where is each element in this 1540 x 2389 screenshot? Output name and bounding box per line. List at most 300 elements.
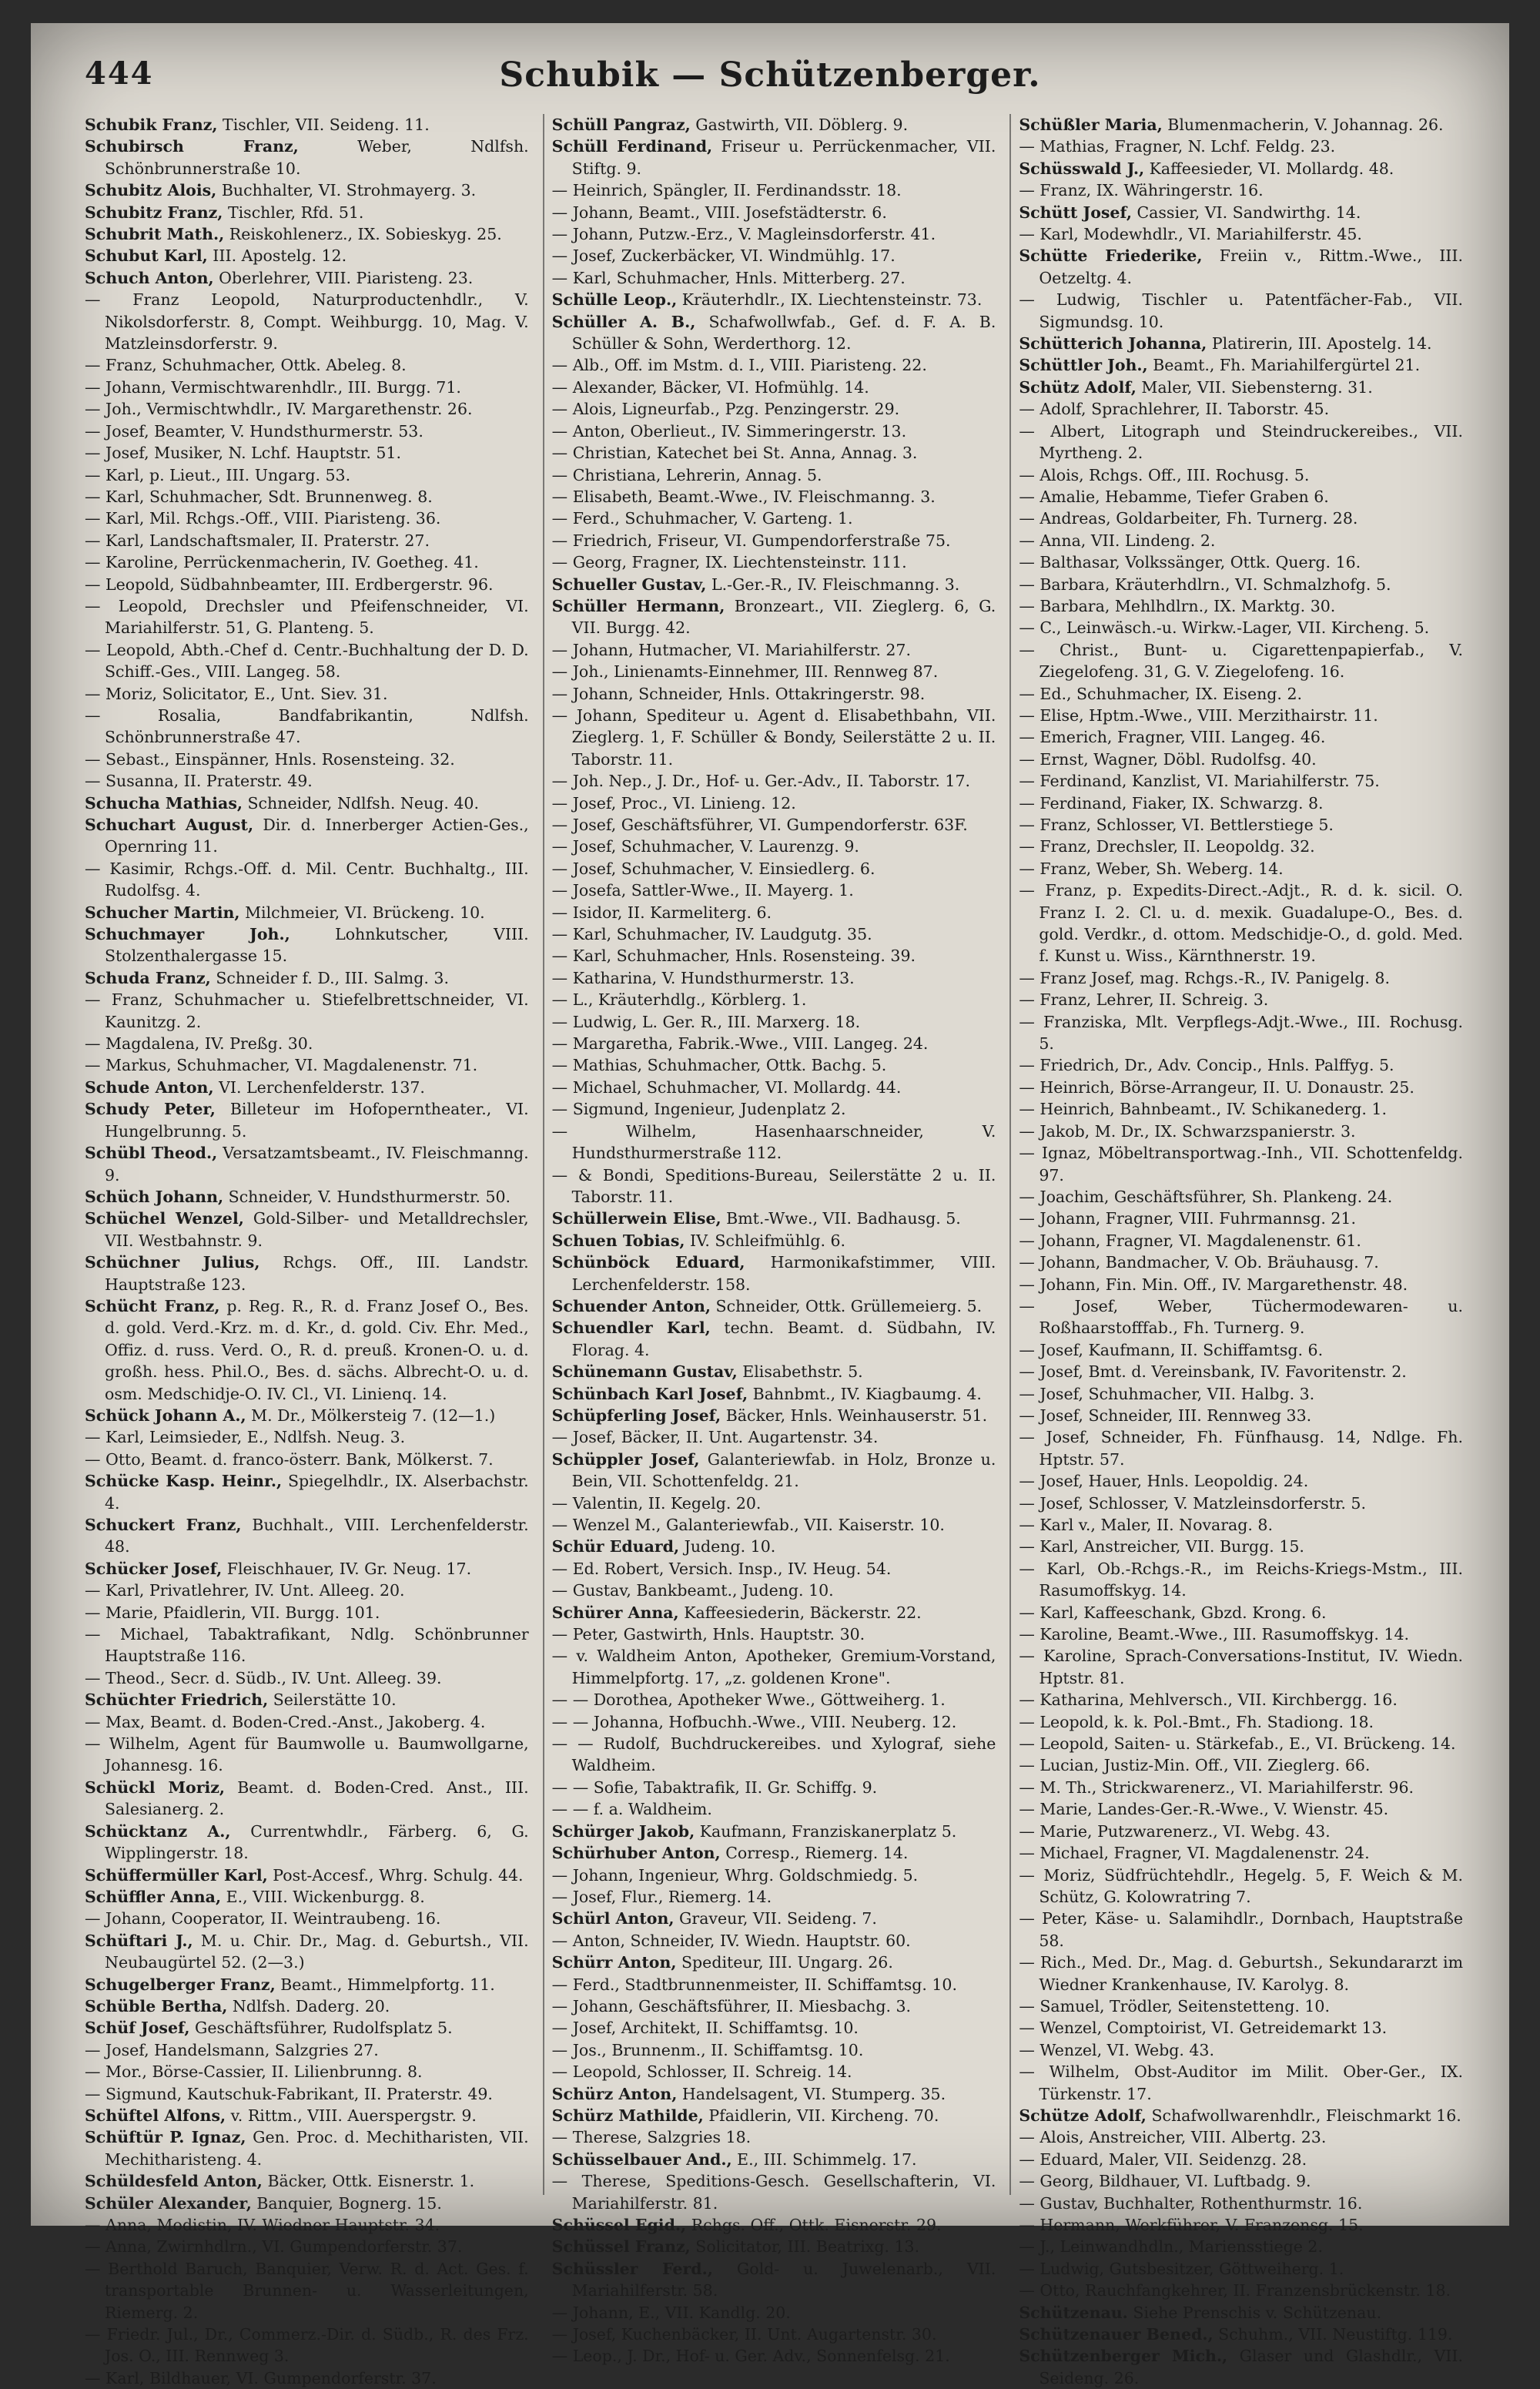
directory-entry <box>85 245 529 266</box>
entry-details: — C., Leinwäsch.-u. Wirkw.-Lager, VII. Kircheng. 5. <box>1019 618 1430 638</box>
entry-details: — Karoline, Beamt.-Wwe., III. Rasumoffskyg. 14. <box>1019 1625 1410 1644</box>
entry-name: Schüch Johann, <box>85 1187 224 1206</box>
directory-entry <box>552 814 996 836</box>
entry-name: Schürhuber Anton, <box>551 1844 721 1863</box>
entry-details: — Christian, Katechet bei St. Anna, Annag. 3. <box>551 444 918 463</box>
entry-details: L.-Ger.-R., IV. Fleischmanng. 3. <box>706 575 960 594</box>
entry-details: — Alb., Off. im Mstm. d. I., VIII. Piaristeng. 22. <box>551 356 927 375</box>
entry-details: Siehe Prenschis v. Schützenau. <box>1127 2303 1382 2322</box>
entry-details: — Barbara, Kräuterhdlrn., VI. Schmalzhofg. 5. <box>1019 575 1391 594</box>
directory-entry <box>552 530 996 551</box>
entry-details: — Michael, Schuhmacher, VI. Mollardg. 44. <box>551 1077 902 1097</box>
directory-entry <box>1019 1865 1463 1908</box>
entry-details: — Ludwig, L. Ger. R., III. Marxerg. 18. <box>551 1012 861 1031</box>
directory-entry <box>85 749 529 770</box>
directory-entry <box>85 2017 529 2039</box>
entry-details: Milchmeier, VI. Brückeng. 10. <box>239 903 485 922</box>
entry-name: Schüller A. B., <box>551 312 696 331</box>
entry-details: — Peter, Käse- u. Salamihdlr., Dornbach, Hauptstraße 58. <box>1019 1909 1464 1950</box>
entry-details: — Georg, Fragner, IX. Liechtensteinstr. 111. <box>551 553 907 572</box>
directory-entry <box>85 1623 529 1667</box>
entry-details: — Peter, Gastwirth, Hnls. Hauptstr. 30. <box>551 1625 865 1644</box>
directory-entry <box>85 1777 529 1821</box>
entry-name: Schüf Josef, <box>85 2019 190 2038</box>
entry-details: — Leop., J. Dr., Hof- u. Ger. Adv., Sonnenfelsg. 21. <box>551 2347 950 2366</box>
entry-details: M. u. Chir. Dr., Mag. d. Geburtsh., VII. Neubaugürtel 52. (2—3.) <box>105 1931 529 1972</box>
directory-entry <box>552 1711 996 1733</box>
directory-entry <box>552 1405 996 1426</box>
entry-details: — Johann, Fragner, VIII. Fuhrmannsg. 21. <box>1019 1209 1356 1228</box>
directory-entry <box>85 223 529 245</box>
entry-details: — Karl, Landschaftsmaler, II. Praterstr. 27. <box>85 531 430 550</box>
column-middle <box>543 114 996 2366</box>
entry-details: — Leopold, Abth.-Chef d. Centr.-Buchhaltung der D. D. Schiff.-Ges., VIII. Langeg. 58. <box>85 640 529 682</box>
directory-entry <box>552 2324 996 2345</box>
entry-details: — Wenzel, VI. Webg. 43. <box>1019 2040 1214 2059</box>
entry-name: Schürr Anton, <box>551 1953 677 1972</box>
directory-entry <box>85 1974 529 1995</box>
entry-name: Schünemann Gustav, <box>551 1362 738 1382</box>
entry-details: — Amalie, Hebamme, Tiefer Graben 6. <box>1019 487 1329 506</box>
directory-entry <box>552 1908 996 1929</box>
entry-details: — Josef, Flur., Riemerg. 14. <box>551 1887 772 1906</box>
entry-details: — Michael, Fragner, VI. Magdalenenstr. 24. <box>1019 1844 1370 1863</box>
directory-entry <box>1019 1274 1463 1295</box>
directory-entry <box>85 2236 529 2257</box>
entry-details: — Ferd., Stadtbrunnenmeister, II. Schiffamtsg. 10. <box>551 1975 957 1994</box>
entry-name: Schüsswald J., <box>1019 159 1145 178</box>
directory-entry <box>1019 989 1463 1010</box>
entry-details: — Josef, Schuhmacher, VII. Halbg. 3. <box>1019 1384 1315 1403</box>
entry-details: — Karl, Anstreicher, VII. Burgg. 15. <box>1019 1537 1304 1556</box>
entry-details: Banquier, Bognerg. 15. <box>251 2193 442 2213</box>
directory-entry <box>1019 574 1463 595</box>
entry-details: — Josefa, Sattler-Wwe., II. Mayerg. 1. <box>551 881 854 900</box>
directory-entry <box>85 2367 529 2389</box>
entry-name: Schüssler Ferd., <box>551 2259 713 2278</box>
entry-details: — Otto, Rauchfangkehrer, II. Franzensbrückenstr. 18. <box>1019 2281 1451 2300</box>
entry-details: — Karl, Ob.-Rchgs.-R., im Reichs-Kriegs-Mstm., III. Rasumoffskyg. 14. <box>1019 1559 1464 1600</box>
entry-name: Schüßler Maria, <box>1019 116 1163 134</box>
directory-entry <box>85 1470 529 1514</box>
directory-entry <box>1019 1208 1463 1229</box>
entry-name: Schüftari J., <box>85 1931 193 1950</box>
entry-details: — Anna, Modistin, IV. Wiedner Hauptstr. 34. <box>85 2216 440 2234</box>
entry-details: — Marie, Putzwarenerz., VI. Webg. 43. <box>1019 1821 1331 1841</box>
entry-name: Schucher Martin, <box>85 903 240 922</box>
directory-entry <box>85 551 529 573</box>
entry-name: Schützenau. <box>1019 2303 1128 2322</box>
directory-entry <box>1019 1908 1463 1952</box>
entry-details: Corresp., Riemerg. 14. <box>720 1844 909 1863</box>
entry-name: Schüll Ferdinand, <box>551 137 713 156</box>
directory-entry <box>85 1054 529 1076</box>
entry-details: — Albert, Litograph und Steindruckereibes., VII. Myrtheng. 2. <box>1019 421 1464 463</box>
entry-name: Schülle Leop., <box>551 290 678 310</box>
entry-name: Schücke Kasp. Heinr., <box>85 1472 283 1491</box>
directory-columns <box>85 114 1464 2387</box>
directory-entry <box>1019 1733 1463 1754</box>
entry-details: — Johann, Geschäftsführer, II. Miesbachg. 3. <box>551 1996 912 2015</box>
directory-entry <box>85 179 529 201</box>
directory-entry <box>85 1426 529 1448</box>
directory-entry <box>552 1995 996 2017</box>
entry-details: — Samuel, Trödler, Seitenstetteng. 10. <box>1019 1996 1330 2015</box>
entry-name: Schück Johann A., <box>85 1406 246 1425</box>
directory-entry <box>1019 2236 1463 2257</box>
entry-details: — Leopold, k. k. Pol.-Bmt., Fh. Stadiong. 18. <box>1019 1712 1374 1731</box>
directory-entry <box>552 2302 996 2324</box>
directory-entry <box>1019 1798 1463 1820</box>
entry-details: Billeteur im Hofoperntheater., VI. Hungelbrunng. 5. <box>105 1100 529 1141</box>
entry-details: — L., Kräuterhdlg., Körblerg. 1. <box>551 990 807 1010</box>
directory-entry <box>552 1426 996 1448</box>
directory-entry <box>552 858 996 880</box>
entry-details: — Karl, Bildhauer, VI. Gumpendorferstr. 37. <box>85 2368 437 2387</box>
entry-details: Weber, Ndlfsh. Schönbrunnerstraße 10. <box>105 137 529 178</box>
page-header <box>85 55 1455 109</box>
directory-entry <box>1019 354 1463 376</box>
entry-details: — Emerich, Fragner, VIII. Langeg. 46. <box>1019 728 1326 747</box>
directory-entry <box>1019 770 1463 792</box>
entry-details: — Friedr. Jul., Dr., Commerz.-Dir. d. Südb., R. des Frz. Jos. O., III. Rennweg 3. <box>85 2325 529 2366</box>
directory-entry <box>552 1033 996 1054</box>
directory-entry <box>85 2258 529 2324</box>
directory-entry <box>85 442 529 464</box>
directory-entry <box>552 179 996 201</box>
directory-entry <box>552 464 996 486</box>
entry-name: Schür Eduard, <box>551 1537 680 1556</box>
directory-entry <box>552 1514 996 1536</box>
column-right <box>1009 114 1464 2387</box>
directory-entry <box>1019 617 1463 638</box>
directory-entry <box>1019 1361 1463 1382</box>
directory-entry <box>552 354 996 376</box>
directory-entry <box>552 2083 996 2105</box>
entry-details: — M. Th., Strickwarenerz., VI. Mariahilferstr. 96. <box>1019 1778 1414 1797</box>
entry-details: — Ed., Schuhmacher, IX. Eiseng. 2. <box>1019 684 1303 703</box>
directory-entry <box>1019 464 1463 486</box>
directory-entry <box>85 1449 529 1470</box>
entry-details: — Karl, Mil. Rchgs.-Off., VIII. Piaristeng. 36. <box>85 509 441 528</box>
directory-entry <box>85 1667 529 1689</box>
entry-details: Bmt.-Wwe., VII. Badhausg. 5. <box>721 1209 961 1228</box>
entry-details: Oberlehrer, VIII. Piaristeng. 23. <box>213 268 474 287</box>
directory-entry <box>552 1251 996 1295</box>
directory-entry <box>552 1361 996 1382</box>
entry-details: — Franziska, Mlt. Verpflegs-Adjt.-Wwe., III. Rochusg. 5. <box>1019 1012 1464 1054</box>
directory-entry <box>552 551 996 573</box>
entry-name: Schüllerwein Elise, <box>551 1209 721 1228</box>
entry-details: Beamt. d. Boden-Cred. Anst., III. Salesianerg. 2. <box>105 1778 529 1819</box>
entry-details: M. Dr., Mölkersteig 7. (12—1.) <box>246 1406 496 1425</box>
directory-entry <box>1019 836 1463 857</box>
entry-details: Gastwirth, VII. Döblerg. 9. <box>690 116 909 134</box>
entry-name: Schüller Hermann, <box>551 596 725 615</box>
entry-details: Post-Accesf., Whrg. Schulg. 44. <box>267 1865 524 1885</box>
entry-details: Bronzeart., VII. Zieglerg. 6, G. VII. Burgg. 42. <box>571 596 996 638</box>
directory-entry <box>552 442 996 464</box>
directory-entry <box>85 1930 529 1974</box>
directory-entry <box>1019 1514 1463 1536</box>
directory-entry <box>552 792 996 814</box>
directory-entry <box>85 202 529 223</box>
entry-name: Schückl Moriz, <box>85 1778 226 1797</box>
entry-name: Schürz Anton, <box>551 2084 678 2103</box>
entry-details: — Gustav, Buchhalter, Rothenthurmstr. 16. <box>1019 2193 1363 2213</box>
directory-entry <box>552 705 996 770</box>
entry-name: Schuch Anton, <box>85 268 214 287</box>
directory-entry <box>552 1011 996 1033</box>
directory-entry <box>552 989 996 1010</box>
directory-entry <box>1019 508 1463 529</box>
directory-entry <box>85 1689 529 1710</box>
entry-details: — Johann, Vermischtwarenhdlr., III. Burgg. 71. <box>85 377 461 397</box>
directory-entry <box>552 1886 996 1908</box>
entry-details: Tischler, VII. Seideng. 11. <box>217 116 430 134</box>
directory-entry <box>1019 1121 1463 1142</box>
directory-entry <box>85 464 529 486</box>
directory-entry <box>1019 2105 1463 2126</box>
directory-entry <box>552 1295 996 1317</box>
entry-details: — Magdalena, IV. Preßg. 30. <box>85 1034 313 1054</box>
directory-entry <box>1019 1952 1463 1995</box>
directory-entry <box>552 1733 996 1777</box>
entry-details: — — Dorothea, Apotheker Wwe., Göttweiherg. 1. <box>551 1690 946 1710</box>
entry-details: — Friedrich, Friseur, VI. Gumpendorferstraße 75. <box>551 531 951 550</box>
directory-entry <box>552 661 996 682</box>
entry-details: — Johann, Beamt., VIII. Josefstädterstr. 6. <box>551 203 887 222</box>
entry-details: — Lucian, Justiz-Min. Off., VII. Zieglerg. 66. <box>1019 1756 1371 1775</box>
directory-entry <box>1019 202 1463 223</box>
directory-entry <box>1019 1623 1463 1645</box>
entry-details: Schafwollwfab., Gef. d. F. A. B. Schüller & Sohn, Werderthorg. 12. <box>571 312 996 353</box>
directory-entry <box>552 2149 996 2170</box>
entry-details: — Valentin, II. Kegelg. 20. <box>551 1493 762 1513</box>
directory-entry <box>85 289 529 354</box>
entry-details: — Leopold, Südbahnbeamter, III. Erdbergerstr. 96. <box>85 575 494 594</box>
entry-details: Bäcker, Hnls. Weinhauserstr. 51. <box>721 1406 988 1425</box>
entry-details: Buchhalt., VIII. Lerchenfelderstr. 48. <box>105 1516 529 1556</box>
directory-entry <box>552 945 996 967</box>
entry-details: Fleischhauer, IV. Gr. Neug. 17. <box>222 1559 472 1578</box>
directory-entry <box>85 1186 529 1208</box>
entry-details: Gen. Proc. d. Mechitharisten, VII. Mechitharisteng. 4. <box>105 2128 529 2169</box>
directory-entry <box>85 1295 529 1405</box>
entry-details: — Katharina, Mehlversch., VII. Kirchbergg. 16. <box>1019 1690 1398 1710</box>
entry-details: — Franz, Weber, Sh. Weberg. 14. <box>1019 859 1284 878</box>
directory-entry <box>85 595 529 639</box>
entry-details: Reiskohlenerz., IX. Sobieskyg. 25. <box>224 225 502 244</box>
directory-entry <box>1019 1295 1463 1339</box>
directory-entry <box>85 1558 529 1580</box>
entry-details: Currentwhdlr., Färberg. 6, G. Wipplingerstr. 18. <box>105 1821 529 1863</box>
entry-name: Schuendler Karl, <box>551 1318 711 1338</box>
entry-name: Schüftel Alfons, <box>85 2106 226 2125</box>
entry-details: — Elise, Hptm.-Wwe., VIII. Merzithairstr. 11. <box>1019 705 1378 725</box>
directory-entry <box>552 2214 996 2236</box>
entry-details: Buchhalter, VI. Strohmayerg. 3. <box>216 181 477 200</box>
directory-page <box>31 23 1509 2387</box>
entry-name: Schubrit Math., <box>85 225 225 244</box>
entry-details: — Balthasar, Volkssänger, Ottk. Querg. 16. <box>1019 553 1361 572</box>
directory-entry <box>552 967 996 989</box>
running-head: Schubik — Schützenberger. <box>499 55 1041 95</box>
directory-entry <box>1019 2324 1463 2345</box>
entry-details: — Jakob, M. Dr., IX. Schwarzspanierstr. 3. <box>1019 1121 1356 1141</box>
directory-entry <box>1019 967 1463 989</box>
entry-details: — Franz, Schuhmacher u. Stiefelbrettschneider, VI. Kaunitzg. 2. <box>85 990 529 1031</box>
directory-entry <box>85 705 529 749</box>
entry-details: — Joh., Linienamts-Einnehmer, III. Rennweg 87. <box>551 662 939 682</box>
entry-details: Bäcker, Ottk. Eisnerstr. 1. <box>262 2172 475 2191</box>
directory-entry <box>1019 726 1463 748</box>
entry-details: — Gustav, Bankbeamt., Judeng. 10. <box>551 1581 834 1600</box>
entry-details: — Karl, Schuhmacher, Sdt. Brunnenweg. 8. <box>85 487 433 506</box>
directory-entry <box>1019 880 1463 967</box>
entry-name: Schüppler Josef, <box>551 1449 700 1469</box>
entry-details: — Max, Beamt. d. Boden-Cred.-Anst., Jakoberg. 4. <box>85 1712 486 1731</box>
entry-name: Schüssel Egid., <box>551 2216 687 2234</box>
directory-entry <box>85 2170 529 2192</box>
directory-entry <box>552 2236 996 2257</box>
entry-details: Elisabethstr. 5. <box>737 1362 863 1382</box>
entry-details: — Joh. Nep., J. Dr., Hof- u. Ger.-Adv., II. Taborstr. 17. <box>551 772 971 791</box>
entry-details: — Josef, Beamter, V. Hundsthurmerstr. 53. <box>85 421 424 441</box>
entry-details: — Josef, Proc., VI. Linieng. 12. <box>551 793 796 813</box>
directory-entry <box>85 1865 529 1886</box>
entry-name: Schugelberger Franz, <box>85 1975 276 1994</box>
entry-details: — Franz, Schlosser, VI. Bettlerstiege 5. <box>1019 816 1334 834</box>
directory-entry <box>552 1952 996 1973</box>
entry-details: — Leopold, Drechsler und Pfeifenschneider, VI. Mariahilferstr. 51, G. Planteng. 5. <box>85 596 529 638</box>
entry-details: — Karl, Schuhmacher, IV. Laudgutg. 35. <box>551 925 872 944</box>
entry-name: Schütterich Johanna, <box>1019 334 1207 353</box>
entry-details: — Johann, E., VII. Kandlg. 20. <box>551 2303 791 2322</box>
directory-entry <box>85 1405 529 1426</box>
directory-entry <box>552 1558 996 1580</box>
directory-entry <box>85 989 529 1033</box>
directory-entry <box>85 2105 529 2126</box>
directory-entry <box>85 1821 529 1865</box>
directory-entry <box>85 2214 529 2236</box>
entry-name: Schütze Adolf, <box>1019 2106 1147 2125</box>
entry-details: — Johann, Bandmacher, V. Ob. Bräuhausg. 7. <box>1019 1253 1379 1272</box>
entry-name: Schüsselbauer And., <box>551 2149 732 2169</box>
entry-details: Maler, VII. Siebensterng. 31. <box>1136 377 1373 397</box>
entry-details: — Johann, Ingenieur, Whrg. Goldschmiedg. 5. <box>551 1865 919 1885</box>
directory-entry <box>85 377 529 398</box>
directory-entry <box>1019 551 1463 573</box>
directory-entry <box>1019 1426 1463 1470</box>
entry-name: Schützenberger Mich., <box>1019 2347 1228 2366</box>
entry-details: — Alois, Anstreicher, VIII. Albertg. 23. <box>1019 2128 1327 2147</box>
entry-details: Friseur u. Perrückenmacher, VII. Stiftg. 9. <box>571 137 996 178</box>
entry-name: Schuckert Franz, <box>85 1516 242 1534</box>
directory-entry <box>1019 683 1463 705</box>
entry-details: — Karoline, Sprach-Conversations-Institut, IV. Wiedn. Hptstr. 81. <box>1019 1647 1464 1687</box>
directory-entry <box>85 1733 529 1777</box>
entry-details: — Josef, Musiker, N. Lchf. Hauptstr. 51. <box>85 444 401 463</box>
entry-details: — Karl, Leimsieder, E., Ndlfsh. Neug. 3. <box>85 1428 406 1447</box>
entry-details: Schuhm., VII. Neustiftg. 119. <box>1213 2325 1453 2344</box>
directory-entry <box>1019 1470 1463 1492</box>
entry-details: — Josef, Kaufmann, II. Schiffamtsg. 6. <box>1019 1340 1324 1359</box>
entry-name: Schürger Jakob, <box>551 1821 695 1841</box>
directory-entry <box>1019 2170 1463 2192</box>
entry-details: v. Rittm., VIII. Auerspergstr. 9. <box>226 2106 477 2125</box>
directory-entry <box>1019 705 1463 726</box>
entry-name: Schueller Gustav, <box>551 575 707 594</box>
directory-entry <box>1019 595 1463 617</box>
directory-entry <box>552 2126 996 2148</box>
entry-name: Schütz Adolf, <box>1019 377 1137 397</box>
entry-details: Versatzamtsbeamt., IV. Fleischmanng. 9. <box>105 1144 529 1184</box>
entry-details: — Isidor, II. Karmeliterg. 6. <box>551 903 772 922</box>
entry-details: — Ludwig, Tischler u. Patentfächer-Fab., VII. Sigmundsg. 10. <box>1019 290 1464 331</box>
entry-details: — Josef, Schuhmacher, V. Laurenzg. 9. <box>551 837 859 856</box>
directory-entry <box>1019 1230 1463 1251</box>
entry-details: Platirerin, III. Apostelg. 14. <box>1207 334 1432 353</box>
directory-entry <box>85 1514 529 1558</box>
entry-details: — v. Waldheim Anton, Apotheker, Gremium-Vorstand, Himmelpfortg. 17, „z. goldenen Krone". <box>551 1647 996 1687</box>
entry-details: — Karl v., Maler, II. Novarag. 8. <box>1019 1516 1273 1534</box>
entry-details: — Andreas, Goldarbeiter, Fh. Turnerg. 28. <box>1019 509 1358 528</box>
entry-details: — Therese, Speditions-Gesch. Gesellschafterin, VI. Mariahilferstr. 81. <box>551 2172 996 2213</box>
entry-details: — Moriz, Solicitator, E., Unt. Siev. 31. <box>85 684 388 703</box>
entry-details: Gold- u. Juwelenarb., VII. Mariahilferstr. 58. <box>571 2259 996 2300</box>
entry-name: Schüttler Joh., <box>1019 356 1148 375</box>
directory-entry <box>552 2061 996 2082</box>
entry-details: — Josef, Bäcker, II. Unt. Augartenstr. 34. <box>551 1428 879 1447</box>
entry-details: Geschäftsführer, Rudolfsplatz 5. <box>189 2019 453 2038</box>
directory-entry <box>1019 245 1463 289</box>
directory-entry <box>1019 1777 1463 1798</box>
entry-details: — Karl, Schuhmacher, Hnls. Mitterberg. 27. <box>551 268 906 287</box>
entry-name: Schürl Anton, <box>551 1909 675 1928</box>
entry-name: Schücht Franz, <box>85 1296 220 1315</box>
directory-entry <box>85 792 529 814</box>
entry-details: Tischler, Rfd. 51. <box>223 203 364 222</box>
entry-details: Spediteur, III. Ungarg. 26. <box>676 1953 893 1972</box>
entry-name: Schünböck Eduard, <box>551 1253 745 1272</box>
directory-entry <box>85 508 529 529</box>
entry-name: Schünbach Karl Josef, <box>551 1384 748 1403</box>
entry-details: — Otto, Beamt. d. franco-österr. Bank, Mölkerst. 7. <box>85 1449 494 1469</box>
entry-details: Schneider f. D., III. Salmg. 3. <box>210 968 449 987</box>
directory-entry <box>1019 858 1463 880</box>
directory-entry <box>552 639 996 661</box>
entry-details: Gold-Silber- und Metalldrechsler, VII. Westbahnstr. 9. <box>105 1209 529 1250</box>
directory-entry <box>85 770 529 792</box>
entry-details: — Michael, Tabaktrafikant, Ndlg. Schönbrunner Hauptstraße 116. <box>85 1625 529 1666</box>
entry-details: Judeng. 10. <box>679 1537 776 1556</box>
entry-details: — Josef, Schlosser, V. Matzleinsdorferstr. 5. <box>1019 1493 1366 1513</box>
directory-entry <box>1019 1711 1463 1733</box>
entry-details: — Christ., Bunt- u. Cigarettenpapierfab., V. Ziegelofeng. 31, G. V. Ziegelofeng. 16. <box>1019 640 1464 682</box>
entry-details: Ndlfsh. Daderg. 20. <box>227 1996 390 2015</box>
directory-entry <box>1019 486 1463 508</box>
entry-details: Bahnbmt., IV. Kiagbaumg. 4. <box>748 1384 982 1403</box>
entry-details: — Mor., Börse-Cassier, II. Lilienbrunng. 8. <box>85 2062 423 2082</box>
entry-details: Graveur, VII. Seideng. 7. <box>674 1909 877 1928</box>
directory-entry <box>1019 1142 1463 1186</box>
directory-entry <box>552 1580 996 1601</box>
entry-details: Beamt., Himmelpfortg. 11. <box>275 1975 495 1994</box>
directory-entry <box>1019 223 1463 245</box>
entry-name: Schüssel Franz, <box>551 2237 691 2257</box>
directory-entry <box>552 1777 996 1798</box>
